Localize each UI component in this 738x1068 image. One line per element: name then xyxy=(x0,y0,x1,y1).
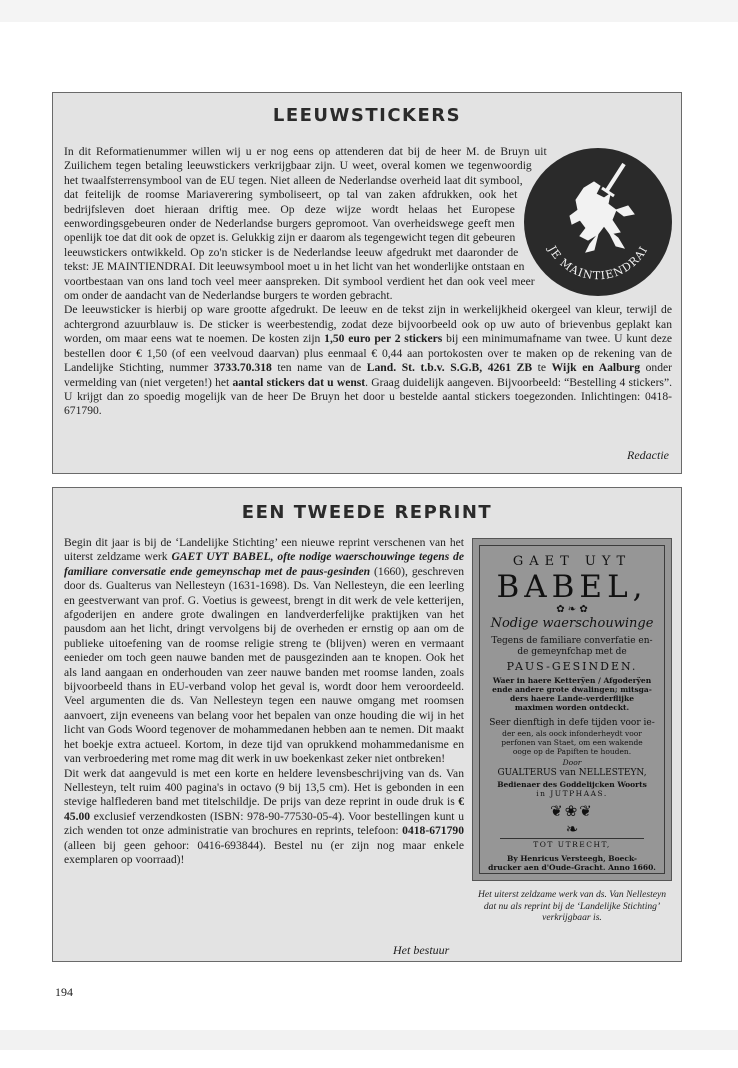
title-line: Nodige waerschouwinge xyxy=(490,616,654,631)
title-line: ooge op de Papiften te houden. xyxy=(512,747,632,756)
title-line: PAUS-GESINDEN. xyxy=(506,660,638,673)
title-line: in JUTPHAAS. xyxy=(536,789,608,798)
phone-number: 0418-671790 xyxy=(402,824,464,838)
paragraph-1: In dit Reformatienummer willen wij u er nog eens op attenderen dat bij de heer M. de Bruyn uit Zuilichem tegen betaling leeuwstickers verkrijgbaar zijn. U weet, overal komen we tegenwoordig het twaalfsterrensymbool van de EU tegen. Niet alleen de Nederlandse overheid laat dit symbool, dat feitelijk de roomse Mariaverering symboliseert, op tal van zaken afdrukken, ook het bedrijfsleven doet hieraan driftig mee. Op deze wijze wordt helaas het Europese eenwordingsgebeuren onder de Nederlandse burgers gepromoot. Van overheidswege geeft men openlijk toe dat dit ook de opzet is. Gelukkig zijn er daarom als tegengewicht tegen dit gebeuren leeuwstickers ontwikkeld. Op zo'n sticker is de Nederlandse leeuw afgedrukt met daaronder de tekst: JE MAINTIENDRAI. Dit leeuwsymbool moet u in het licht van het wonderlijke ontstaan en voortbestaan van ons land toch veel meer aanspreken. Dit symbool verdient het dan ook veel meer om onder de aandacht van de Nederlandse burgers te worden gebracht. xyxy=(64,145,547,303)
text-run: De leeuwsticker is hierbij op ware grootte afgedrukt. De leeuw en de tekst zijn in werkelijkheid okergeel van kleur, terwijl de achtergrond azuurblauw is. De sticker is weerbestendig, zodat deze bijvoorbeeld ook op uw auto of brievenbus geplakt kan worden, om maar eens wat te noemen. De kosten zijn xyxy=(64,303,672,346)
text-run: . Graag duidelijk aangeven. Bijvoorbeeld: “Bestelling 4 stickers”. U krijgt dan zo spoedig mogelijk van de heer De Bruyn het door u bestelde aantal stickers toegezonden. Inlichtingen: 0418-671790. xyxy=(64,375,672,418)
book-title-page-image xyxy=(472,538,672,881)
section-title: LEEUWSTICKERS xyxy=(272,105,462,126)
title-line: Tegens de familiare converfatie en- xyxy=(491,636,653,646)
printers-ornament: ❦❀❦ xyxy=(550,802,594,820)
account-city: Wijk en Aalburg xyxy=(551,361,640,375)
lion-emblem-icon xyxy=(524,148,672,296)
paragraph-2 xyxy=(64,303,672,418)
title-line: GAET UYT xyxy=(512,554,632,569)
divider-line xyxy=(500,838,644,839)
account-holder: Land. St. t.b.v. S.G.B, 4261 ZB xyxy=(366,361,533,375)
ornament: ✿ ❧ ✿ xyxy=(556,604,588,615)
title-page-frame xyxy=(479,545,665,874)
title-line: maximen worden ontdeckt. xyxy=(514,703,630,712)
text-run: bij een minimumafname van twee. U kunt deze bestellen door € 1,50 (of een veelvoud daarvan) plus eenmaal € 0,44 aan portokosten over te maken op de rekening van de Landelijke Stichting, nummer xyxy=(64,332,673,375)
title-line: TOT UTRECHT, xyxy=(533,840,611,849)
title-line: BABEL, xyxy=(496,569,648,605)
book-title: GAET UYT BABEL, ofte nodige waerschouwinge tegens de familiare conversatie ende gemeynschap met de paus-gesinden xyxy=(64,550,464,578)
order-note: aantal stickers dat u wenst xyxy=(232,375,366,389)
title-line: Door xyxy=(562,758,582,767)
sticker-motto: JE MAINTIENDRAI xyxy=(545,243,651,283)
price: € 45.00 xyxy=(64,795,464,823)
top-margin-band xyxy=(0,0,738,22)
title-line: de gemeynfchap met de xyxy=(517,647,627,657)
title-line: Seer dienftigh in defe tijden voor ie- xyxy=(489,718,655,728)
title-line: ders haere Lande-verderflijke xyxy=(510,694,634,703)
text-run: (alleen bij geen gehoor: 0416-693844). Bestel nu (er zijn nog maar enkele exemplaren op voorraad)! xyxy=(64,838,464,866)
title-line: GUALTERUS van NELLESTEYN, xyxy=(497,768,647,778)
text-run: (1660), geschreven door ds. Gualterus van Nellesteyn (1631-1698). Ds. Van Nellesteyn, die een leerling en geestverwant van prof. G. Voetius is geweest, brengt in dit werk de vele ketterijen, afgoderijen en andere grote dwalingen en landverderfelijke praktijken van het pausdom aan het licht, dringt vervolgens bij de overheden er ernstig op aan om de publieke uitoefening van de roomse religie streng te (blijven) weren en vermaant eenieder om toch geen nauwe banden met de pausgezinden aan te knopen. Ook het als land aangaan en onderhouden van zeer nauwe banden met roomse landen, zoals bijvoorbeeld thans in EU-verband volop het geval is, wordt door hem veroordeeld. Veel argumenten die ds. Van Nellesteyn tegen een nauwe omgang met roomsen aanvoert, zijn eveneens van belang voor het bepalen van onze houding die wij in het licht van Gods Woord tegenover de mohammedanen hebben aan te nemen. Dit maakt het boekje extra actueel. Kortom, in deze tijd van oprukkend mohammedanisme en van verbroedering met rome mag dit werk in uw boekenkast zeker niet ontbreken! xyxy=(64,564,465,766)
text-run: onder vermelding van (niet vergeten!) het xyxy=(64,361,673,389)
text-run: Begin dit jaar is bij de ‘Landelijke Stichting’ een nieuwe reprint verschenen van het uiterst zeldzame werk xyxy=(64,536,464,564)
title-line: drucker aen d'Oude-Gracht. Anno 1660. xyxy=(488,863,656,872)
bottom-margin-band xyxy=(0,1030,738,1050)
paragraph-2 xyxy=(64,767,464,868)
signature: Het bestuur xyxy=(393,943,450,957)
title-line: perfonen van Staet, om een wakende xyxy=(501,738,643,747)
account-number: 3733.70.318 xyxy=(213,361,272,375)
leeuwstickers-article xyxy=(52,92,682,474)
text-run: ten name van de xyxy=(271,361,367,375)
title-line: Bedienaer des Goddelijcken Woorts xyxy=(497,780,647,789)
price-highlight: 1,50 euro per 2 stickers xyxy=(324,332,443,346)
title-line: der een, als oock infonderheydt voor xyxy=(502,729,642,738)
title-line: Waer in haere Ketterÿen / Afgoderÿen xyxy=(492,676,652,685)
lion-sticker-image xyxy=(524,148,672,296)
article-body xyxy=(64,145,672,419)
text-run: te xyxy=(532,361,552,375)
image-caption: Het uiterst zeldzame werk van ds. Van Nellesteyn dat nu als reprint bij de ‘Landelijke Stichting’ verkrijgbaar is. xyxy=(477,889,667,923)
paragraph-1 xyxy=(64,536,464,767)
text-run: Dit werk dat aangevuld is met een korte en heldere levensbeschrijving van ds. Van Nellesteyn, telt ruim 400 pagina's in octavo (9 bij 13,5 cm). Het is gebonden in een stevige halflederen band met titelschildje. De prijs van deze reprint in oude druk is xyxy=(64,766,464,809)
title-line: ende andere grote dwalingen; mitsga- xyxy=(492,685,652,694)
section-title: EEN TWEEDE REPRINT xyxy=(241,502,493,523)
article-body xyxy=(64,536,464,867)
title-line: By Henricus Versteegh, Boeck- xyxy=(507,854,637,863)
printers-ornament: ❧ xyxy=(565,820,579,838)
reprint-article xyxy=(52,487,682,962)
text-run: exclusief verzendkosten (ISBN: 978-90-77530-05-4). Voor bestellingen kunt u zich wenden tot onze administratie van brochures en reprints, telefoon: xyxy=(64,809,464,838)
page-number: 194 xyxy=(55,985,73,999)
signature: Redactie xyxy=(627,448,669,462)
